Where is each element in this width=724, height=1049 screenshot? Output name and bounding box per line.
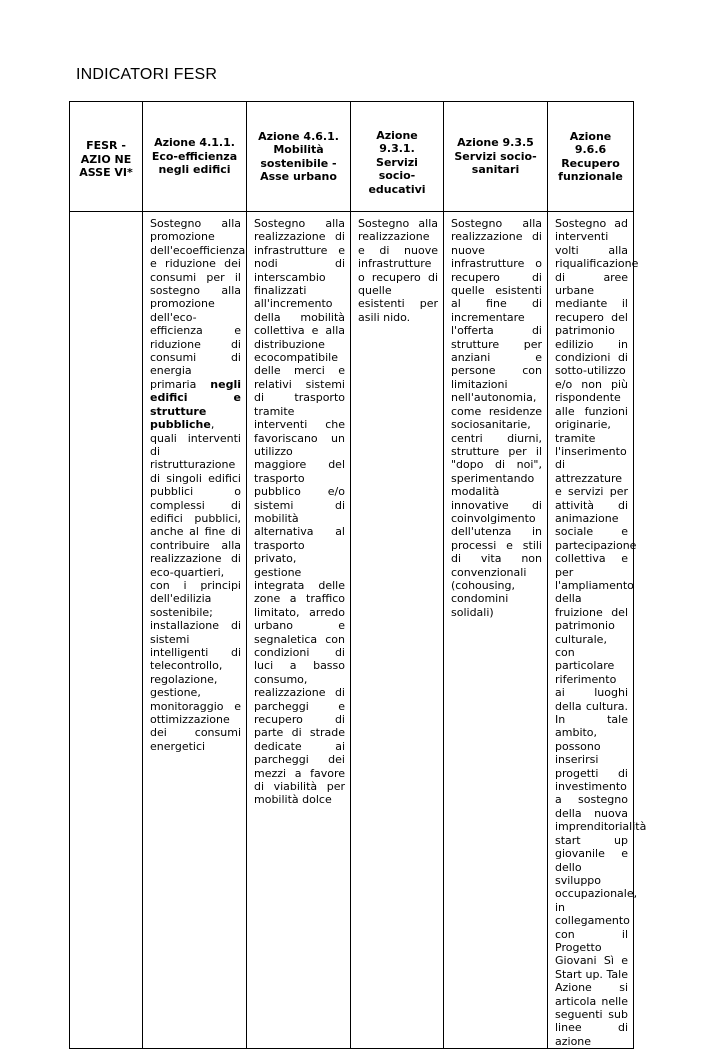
body-azione-9-6-6-text: Sostegno ad interventi volti alla riqualificazione di aree urbane mediante il recupero del patrimonio edilizio in condizioni di sotto-utilizzo e/o non più rispondente alle funzioni originarie, tramite l'inserimento di attrezzature e servizi per attività di animazione sociale e partecipazione collettiva e per l'ampliamento della fruizione del patrimonio culturale, con particolare riferimento ai luoghi della cultura. In tale ambito, possono inserirsi progetti di investimento a sostegno della nuova imprenditorialità start up giovanile e dello sviluppo occupazionale, in collegamento con il Progetto Giovani Sì e Start up. Tale Azione si articola nelle seguenti sub linee di azione <box>555 217 647 1048</box>
body-azione-9-3-1-text: Sostegno alla realizzazione e di nuove infrastrutture o recupero di quelle esistenti per asili nido. <box>358 217 438 324</box>
body-cell-empty <box>70 212 143 1049</box>
header-cell-azione-4-1-1 <box>143 102 247 212</box>
header-cell-azione-9-3-1 <box>351 102 444 212</box>
header-azione-9-3-1-text: Azione 9.3.1. Servizi socio-educativi <box>368 128 426 196</box>
header-cell-azione-9-6-6 <box>548 102 634 212</box>
body-cell-azione-9-6-6 <box>548 212 647 1049</box>
body-azione-4-6-1-text: Sostegno alla realizzazione di infrastrutture e nodi di interscambio finalizzati all'incremento della mobilità collettiva e alla distribuzione ecocompatibile delle merci e relativi sistemi di trasporto tramite interventi che favoriscano un utilizzo maggiore del trasporto pubblico e/o sistemi di mobilità alternativa al trasporto privato, gestione integrata delle zone a traffico limitato, arredo urbano e segnaletica con condizioni di luci a basso consumo, realizzazione di parcheggi e recupero di parte di strade dedicate ai parcheggi dei mezzi a favore di viabilità per mobilità dolce <box>254 217 345 807</box>
header-fesr-text: FESR - AZIO NE ASSE VI* <box>79 139 133 180</box>
header-cell-fesr <box>70 102 143 212</box>
body-cell-azione-4-1-1 <box>143 212 247 1049</box>
body-row <box>70 212 634 1049</box>
header-cell-azione-9-3-5 <box>444 102 548 212</box>
body-azione-4-1-1-text: Sostegno alla promozione dell'ecoefficienza e riduzione dei consumi per il sostegno alla promozione dell'eco-efficienza e riduzione di consumi di energia primaria negli edifici e strutture pubbliche, quali interventi di ristrutturazione di singoli edifici pubblici o complessi di edifici pubblici, anche al fine di contribuire alla realizzazione di eco-quartieri, con i principi dell'edilizia sostenibile; installazione di sistemi intelligenti di telecontrollo, regolazione, gestione, monitoraggio e ottimizzazione dei consumi energetici <box>150 217 246 753</box>
header-azione-4-1-1-text: Azione 4.1.1. Eco-efficienza negli edifici <box>151 136 238 177</box>
indicators-table <box>69 101 647 1049</box>
body-cell-azione-4-6-1 <box>247 212 351 1049</box>
bold-phrase: negli edifici e strutture pubbliche <box>150 377 241 432</box>
header-azione-9-3-5-text: Azione 9.3.5 Servizi socio-sanitari <box>454 136 537 177</box>
body-cell-azione-9-3-5 <box>444 212 548 1049</box>
header-azione-9-6-6-text: Azione 9.6.6 Recupero funzionale <box>558 129 623 183</box>
header-cell-azione-4-6-1 <box>247 102 351 212</box>
body-cell-azione-9-3-1 <box>351 212 444 1049</box>
body-azione-9-3-5-text: Sostegno alla realizzazione di nuove infrastrutture o recupero di quelle esistenti al fine di incrementare l'offerta di strutture per anziani e persone con limitazioni nell'autonomia, come residenze sociosanitarie, centri diurni, strutture per il "dopo di noi", sperimentando modalità innovative di coinvolgimento dell'utenza in processi e stili di vita non convenzionali (cohousing, condomini solidali) <box>451 217 542 619</box>
header-azione-4-6-1-text: Azione 4.6.1. Mobilità sostenibile - Asse urbano <box>258 129 339 183</box>
document-title: INDICATORI FESR <box>76 66 218 83</box>
header-row <box>70 102 634 212</box>
